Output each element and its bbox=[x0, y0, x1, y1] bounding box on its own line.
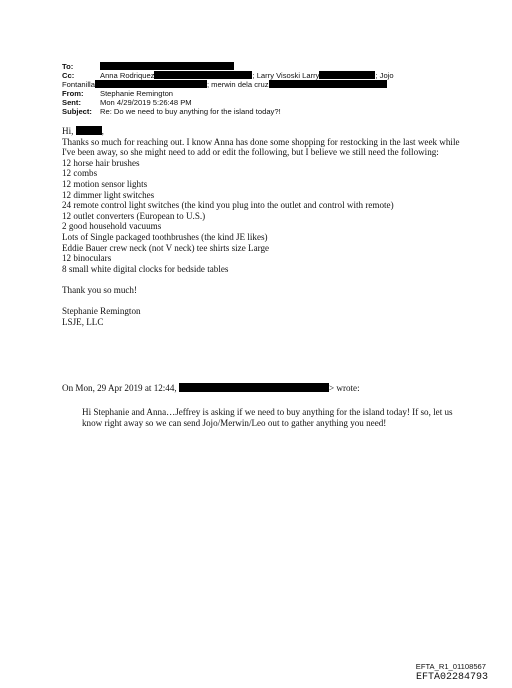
cc-row bbox=[62, 71, 462, 80]
list-item: 12 motion sensor lights bbox=[62, 178, 148, 189]
cc-name: Fontanilla bbox=[62, 80, 95, 89]
cc-name: ; Larry Visoski Larry bbox=[252, 71, 320, 80]
list-item: 12 binoculars bbox=[62, 253, 112, 264]
redaction-bar bbox=[319, 71, 375, 79]
cc-row-continued bbox=[62, 80, 462, 89]
cc-label: Cc: bbox=[62, 71, 75, 80]
list-item: 8 small white digital clocks for bedside tables bbox=[62, 263, 229, 274]
bates-number-small: EFTA_R1_01108567 bbox=[415, 662, 486, 671]
intro-paragraph: Thanks so much for reaching out. I know Anna has done some shopping for restocking in the last week while I've been away, so she might need to add or edit the following, but I believe we still need the following: bbox=[62, 136, 460, 158]
list-item: 12 horse hair brushes bbox=[62, 157, 140, 168]
redaction-bar bbox=[269, 80, 387, 88]
list-item: 24 remote control light switches (the kind you plug into the outlet and control with remote) bbox=[62, 200, 394, 211]
list-item: 12 combs bbox=[62, 168, 98, 179]
sent-row bbox=[62, 98, 462, 107]
quoted-intro: On Mon, 29 Apr 2019 at 12:44, > wrote: bbox=[62, 383, 360, 393]
closing-thanks: Thank you so much! bbox=[62, 284, 138, 295]
redaction-bar bbox=[100, 62, 234, 70]
cc-name: ; merwin dela cruz bbox=[206, 80, 269, 89]
list-item: Lots of Single packaged toothbrushes (the kind JE likes) bbox=[62, 231, 268, 242]
from-row bbox=[62, 89, 462, 98]
cc-name: Anna Rodriquez bbox=[100, 71, 155, 80]
to-label: To: bbox=[62, 62, 74, 71]
subject-value: Re: Do we need to buy anything for the island today?! bbox=[100, 107, 281, 116]
from-value: Stephanie Remington bbox=[100, 89, 174, 98]
list-item: Eddie Bauer crew neck (not V neck) tee shirts size Large bbox=[62, 242, 270, 253]
list-item: 12 dimmer light switches bbox=[62, 189, 155, 200]
signature-name: Stephanie Remington bbox=[62, 306, 141, 317]
email-body bbox=[62, 126, 462, 327]
redaction-bar bbox=[179, 383, 329, 392]
sent-value: Mon 4/29/2019 5:26:48 PM bbox=[100, 98, 192, 107]
email-header bbox=[62, 62, 462, 116]
subject-label: Subject: bbox=[62, 107, 92, 116]
to-row bbox=[62, 62, 462, 71]
bates-number-large: EFTA02284793 bbox=[415, 672, 488, 683]
signature-company: LSJE, LLC bbox=[62, 316, 104, 327]
from-label: From: bbox=[62, 89, 84, 98]
quoted-message: Hi Stephanie and Anna…Jeffrey is asking if we need to buy anything for the island today! If so, let us know right away so we can send Jojo/Merwin/Leo out to gather anything you need! bbox=[82, 407, 453, 428]
cc-name: ; Jojo bbox=[375, 71, 394, 80]
subject-row bbox=[62, 107, 462, 116]
redaction-bar bbox=[154, 71, 252, 79]
greeting: Hi, , bbox=[62, 126, 104, 136]
sent-label: Sent: bbox=[62, 98, 81, 107]
redaction-bar bbox=[95, 80, 207, 88]
shopping-list bbox=[62, 158, 462, 275]
redaction-bar bbox=[76, 126, 102, 135]
list-item: 2 good household vacuums bbox=[62, 221, 162, 232]
list-item: 12 outlet converters (European to U.S.) bbox=[62, 210, 206, 221]
